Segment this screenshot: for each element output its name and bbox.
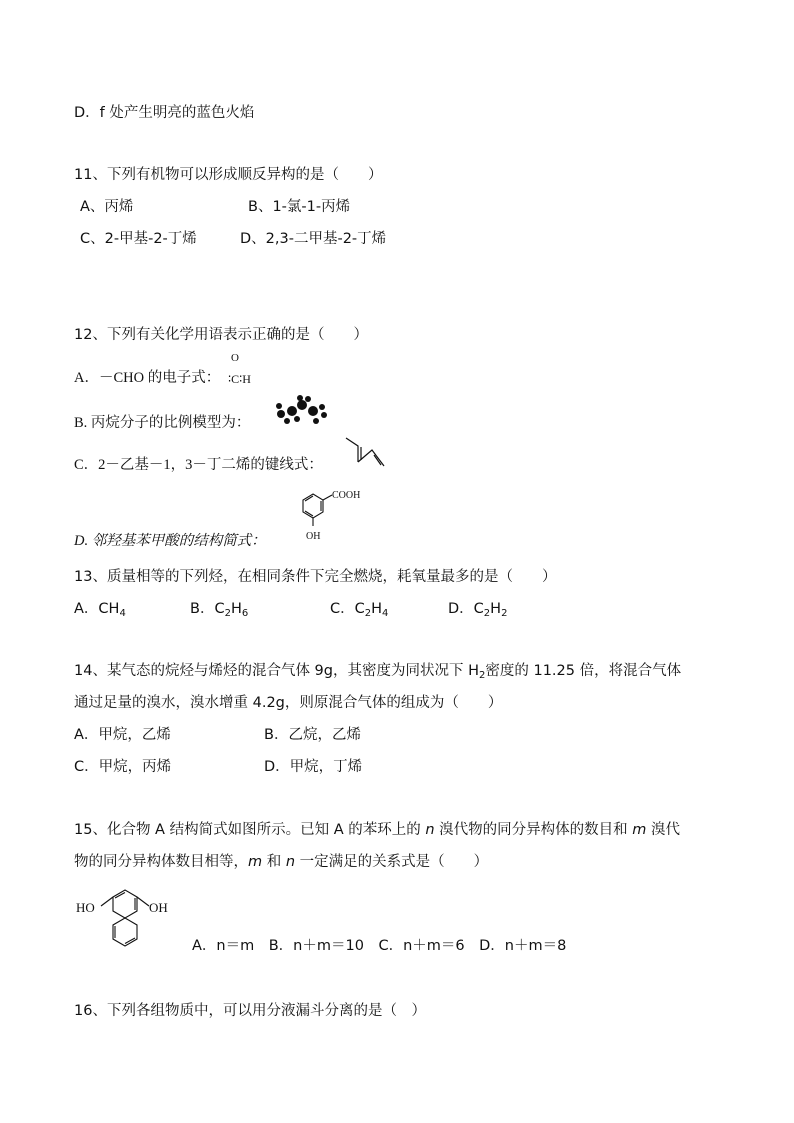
ethyl-butadiene-skeletal — [340, 436, 390, 470]
q12-option-c: C．2－乙基－1，3－丁二烯的键线式： — [74, 457, 323, 473]
q11-option-d: D、2,3-二甲基-2-丁烯 — [240, 231, 387, 247]
q12-option-a: A．－CHO 的电子式： — [74, 370, 221, 386]
q15-stem-line2: 物的同分异构体数目相等，m 和 n 一定满足的关系式是（ ） — [74, 854, 489, 870]
q14-stem-line1: 14、某气态的烷烃与烯烃的混合气体 9g，其密度为同状况下 $H_2$密度的 11.25 倍，将混合气体 — [74, 663, 682, 681]
q12-d-oh-label: OH — [306, 531, 321, 542]
q14-option-a: A．甲烷，乙烯 — [74, 727, 171, 743]
q13-stem: 13、质量相等的下列烃，在相同条件下完全燃烧，耗氧量最多的是（ ） — [74, 569, 557, 585]
q15-stem-line1: 15、化合物 A 结构简式如图所示。已知 A 的苯环上的 n 溴代物的同分异构体的数目和 m 溴代 — [74, 822, 680, 838]
q15-options: A．n＝m B．n＋m＝10 C．n＋m＝6 D．n＋m＝8 — [192, 938, 567, 954]
q11-stem: 11、下列有机物可以形成顺反异构的是（ ） — [74, 167, 383, 183]
q12-option-b: B. 丙烷分子的比例模型为： — [74, 415, 251, 431]
q11-option-a: A、丙烯 — [80, 199, 134, 215]
q13-option-d: D．$C_2H_2$ — [448, 601, 508, 619]
hydroxybenzoic-acid-structure — [290, 484, 370, 544]
q12-option-d: D. 邻羟基苯甲酸的结构简式： — [74, 533, 266, 549]
q12-stem: 12、下列有关化学用语表示正确的是（ ） — [74, 327, 368, 343]
q13-option-a: A．$CH_4$ — [74, 601, 126, 619]
q12-d-cooh-label: COOH — [332, 490, 361, 501]
q13-option-c: C．$C_2H_4$ — [330, 601, 389, 619]
q14-option-c: C．甲烷，丙烯 — [74, 759, 172, 775]
q14-stem-line2: 通过足量的溴水，溴水增重 4.2g，则原混合气体的组成为（ ） — [74, 695, 503, 711]
q15-oh-label: OH — [149, 900, 168, 915]
q13-option-b: B．$C_2H_6$ — [190, 601, 249, 619]
propane-space-filling-model — [272, 394, 334, 428]
q12-a-formula-top: O — [231, 352, 239, 364]
q11-option-c: C、2-甲基-2-丁烯 — [80, 231, 197, 247]
q10-option-d: D．f 处产生明亮的蓝色火焰 — [74, 105, 255, 121]
q16-stem: 16、下列各组物质中，可以用分液漏斗分离的是（ ） — [74, 1003, 426, 1019]
naphthalenediol-structure — [74, 884, 190, 954]
q14-option-d: D．甲烷，丁烯 — [264, 759, 363, 775]
q14-option-b: B．乙烷，乙烯 — [264, 727, 361, 743]
q12-a-formula-mid: ∶C∶H — [228, 372, 251, 386]
q15-ho-label: HO — [76, 900, 95, 915]
q11-option-b: B、1-氯-1-丙烯 — [248, 199, 351, 215]
